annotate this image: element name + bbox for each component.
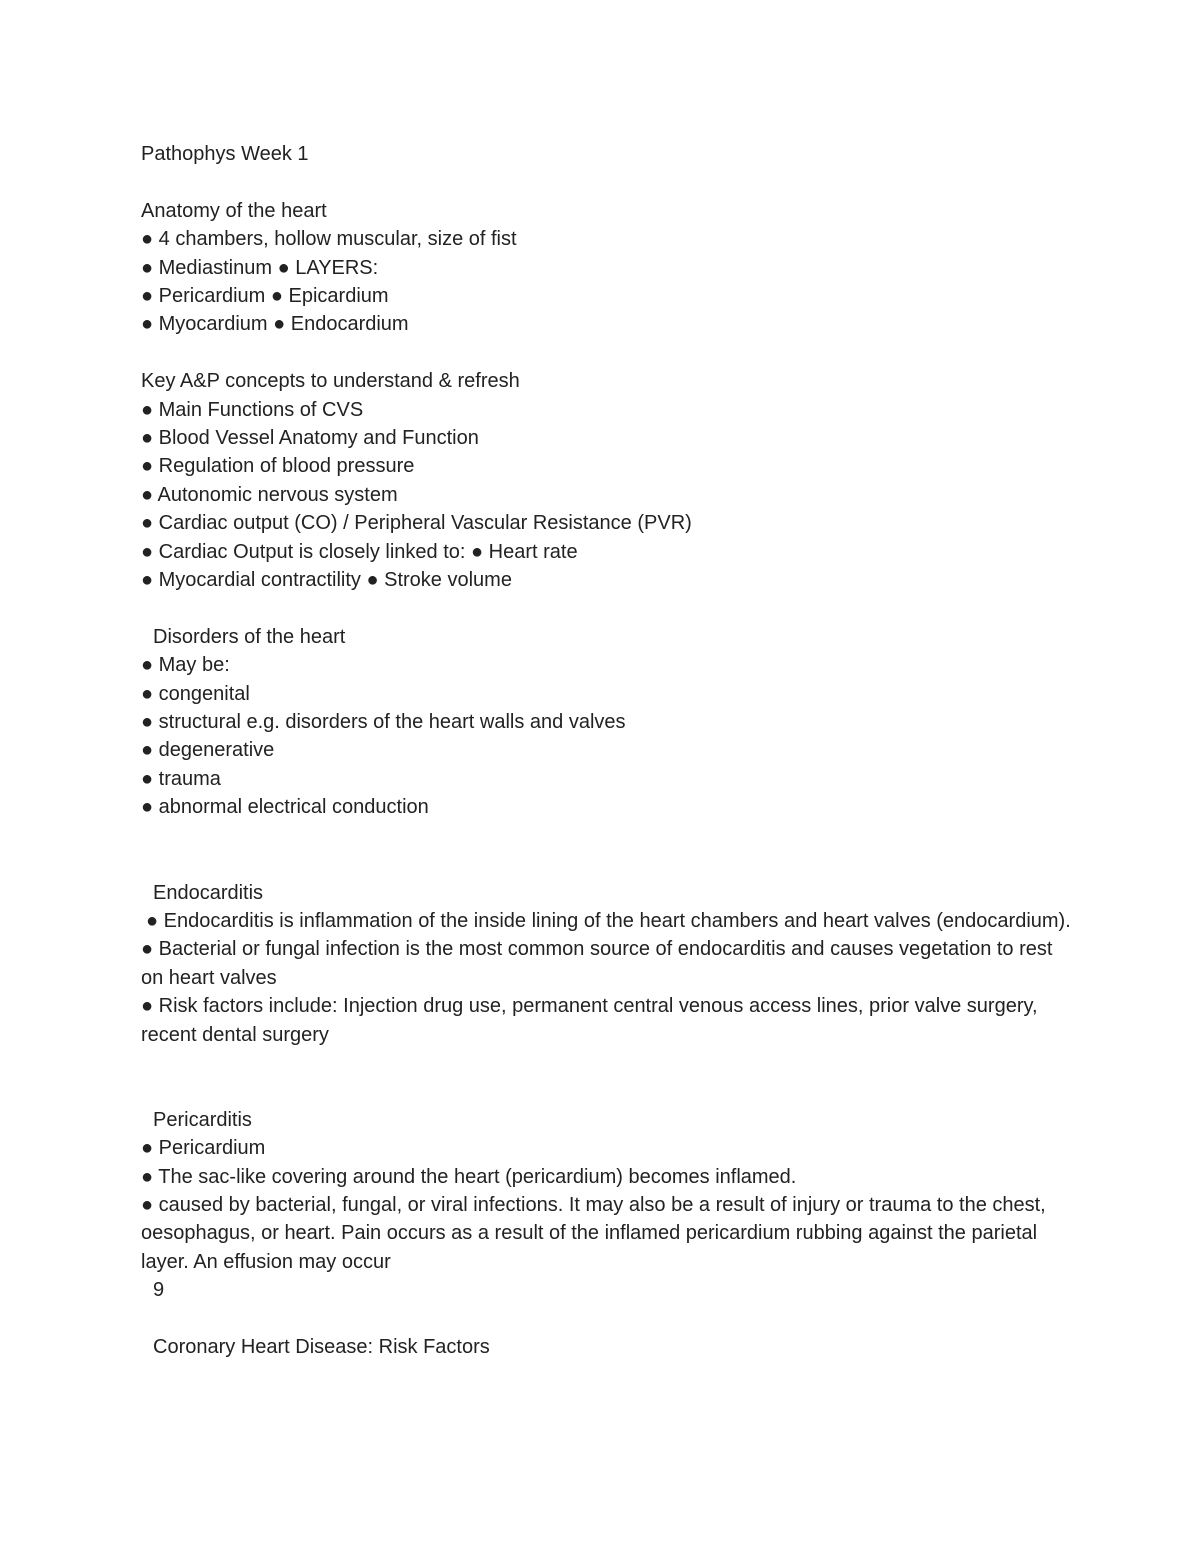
endocarditis-item: ● Risk factors include: Injection drug use, permanent central venous access lines, prior valve surgery, recent dental surgery [141, 995, 1044, 1046]
disorders-item: ● abnormal electrical conduction [141, 796, 429, 819]
pericarditis-item: ● Pericardium [141, 1137, 266, 1160]
anatomy-item: ● Mediastinum ● LAYERS: [141, 256, 379, 279]
document-page [141, 140, 1071, 1361]
disorders-item: ● degenerative [141, 739, 275, 762]
concepts-item: ● Autonomic nervous system [141, 483, 398, 506]
document-title: Pathophys Week 1 [141, 143, 309, 165]
disorders-item: ● May be: [141, 654, 230, 677]
disorders-heading: Disorders of the heart [153, 625, 346, 648]
spacer [141, 594, 1071, 622]
spacer [141, 168, 1071, 196]
spacer [141, 1305, 1071, 1333]
endocarditis-item: ● Bacterial or fungal infection is the most common source of endocarditis and causes vegetation to rest on heart valves [141, 938, 1059, 989]
anatomy-item: ● 4 chambers, hollow muscular, size of fist [141, 228, 517, 251]
concepts-item: ● Blood Vessel Anatomy and Function [141, 427, 479, 450]
pericarditis-heading: Pericarditis [153, 1108, 252, 1131]
concepts-item: ● Main Functions of CVS [141, 398, 364, 421]
spacer [141, 822, 1071, 879]
spacer [141, 1049, 1071, 1106]
pericarditis-item: ● The sac-like covering around the heart (pericardium) becomes inflamed. [141, 1165, 797, 1188]
anatomy-item: ● Myocardium ● Endocardium [141, 313, 409, 336]
endocarditis-item: ● Endocarditis is inflammation of the inside lining of the heart chambers and heart valves (endocardium). [146, 909, 1071, 932]
chd-heading: Coronary Heart Disease: Risk Factors [153, 1335, 490, 1358]
disorders-item: ● congenital [141, 682, 250, 705]
anatomy-heading: Anatomy of the heart [141, 199, 327, 222]
concepts-heading: Key A&P concepts to understand & refresh [141, 370, 520, 393]
page-number: 9 [153, 1279, 165, 1302]
endocarditis-heading: Endocarditis [153, 881, 264, 904]
anatomy-item: ● Pericardium ● Epicardium [141, 285, 389, 308]
concepts-item: ● Cardiac output (CO) / Peripheral Vascular Resistance (PVR) [141, 512, 692, 535]
concepts-item: ● Regulation of blood pressure [141, 455, 415, 478]
disorders-item: ● trauma [141, 767, 221, 790]
concepts-item: ● Myocardial contractility ● Stroke volume [141, 569, 512, 592]
disorders-item: ● structural e.g. disorders of the heart walls and valves [141, 711, 626, 734]
spacer [141, 339, 1071, 367]
concepts-item: ● Cardiac Output is closely linked to: ● Heart rate [141, 540, 578, 563]
pericarditis-item: ● caused by bacterial, fungal, or viral infections. It may also be a result of injury or trauma to the chest, oesophagus, or heart. Pain occurs as a result of the inflamed pericardium rubbing against the parietal layer. An effusion may occur [141, 1193, 1052, 1273]
